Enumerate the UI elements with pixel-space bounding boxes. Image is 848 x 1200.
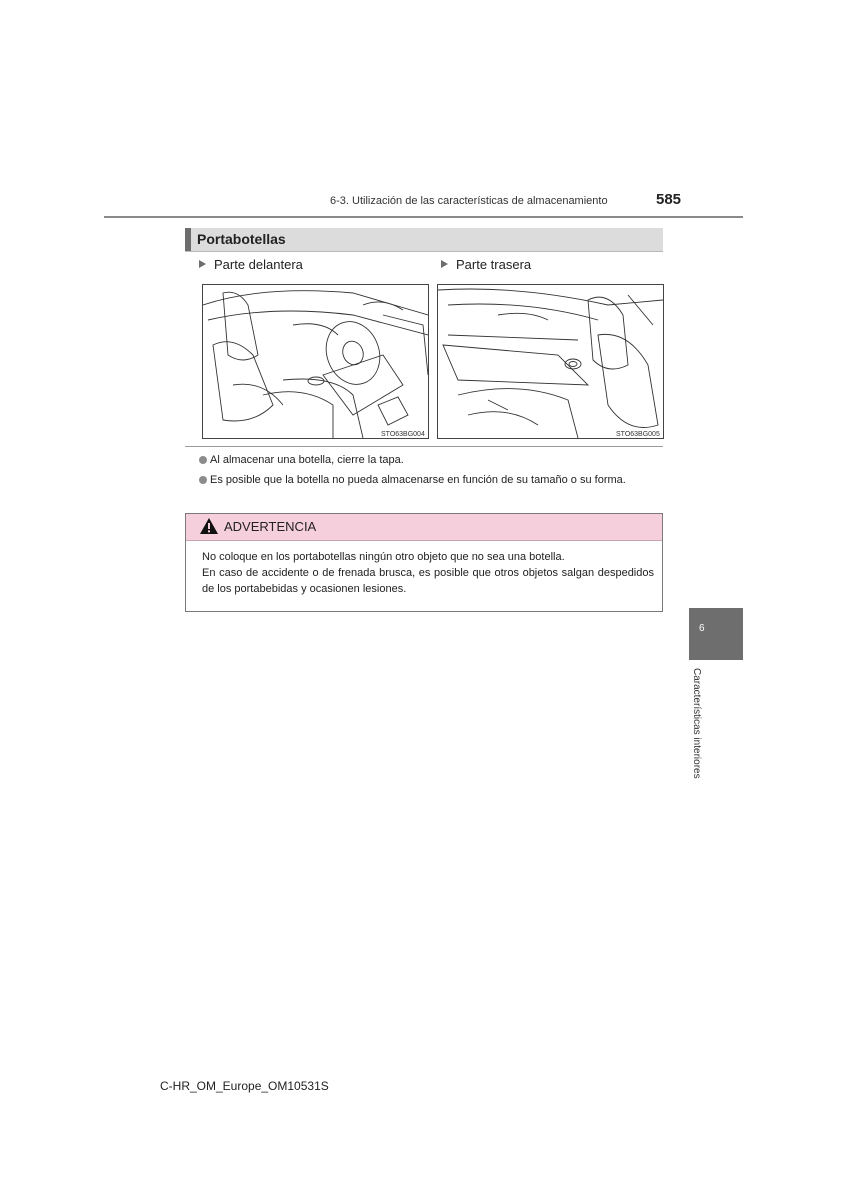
document-code: C-HR_OM_Europe_OM10531S	[160, 1079, 329, 1093]
warning-line: En caso de accidente o de frenada brusca, es posible que otros objetos salgan despedidos de los portabebidas y ocasionen lesiones.	[202, 567, 654, 595]
section-heading-accent	[185, 228, 191, 251]
chapter-title-vertical: Características interiores	[691, 668, 702, 779]
figure-label-front: Parte delantera	[199, 257, 303, 272]
chapter-number: 6	[699, 623, 705, 634]
header-divider	[104, 216, 743, 218]
front-cabin-illustration	[203, 285, 428, 438]
warning-triangle-icon	[200, 518, 218, 534]
arrow-right-icon	[441, 260, 448, 268]
figure-code-rear: STO63BG005	[616, 431, 660, 438]
list-item: Al almacenar una botella, cierre la tapa.	[199, 452, 663, 468]
warning-body	[202, 549, 654, 597]
section-heading-bar	[185, 228, 663, 252]
bullet-dot-icon	[199, 456, 207, 464]
figure-divider	[185, 446, 663, 447]
figure-label-rear: Parte trasera	[441, 257, 531, 272]
rear-cabin-illustration	[438, 285, 663, 438]
page-number: 585	[656, 191, 682, 208]
chapter-tab	[689, 608, 743, 660]
figure-front-interior	[202, 284, 429, 439]
warning-line: No coloque en los portabotellas ningún otro objeto que no sea una botella.	[202, 551, 565, 563]
section-title: Portabotellas	[197, 231, 286, 247]
warning-title: ADVERTENCIA	[224, 519, 317, 534]
running-header: 6-3. Utilización de las características de almacenamiento	[330, 195, 608, 207]
figure-code-front: STO63BG004	[381, 431, 425, 438]
warning-box	[185, 513, 663, 612]
list-item: Es posible que la botella no pueda almacenarse en función de su tamaño o su forma.	[199, 472, 663, 504]
arrow-right-icon	[199, 260, 206, 268]
bullet-dot-icon	[199, 476, 207, 484]
warning-header	[186, 514, 662, 541]
figure-rear-interior	[437, 284, 664, 439]
